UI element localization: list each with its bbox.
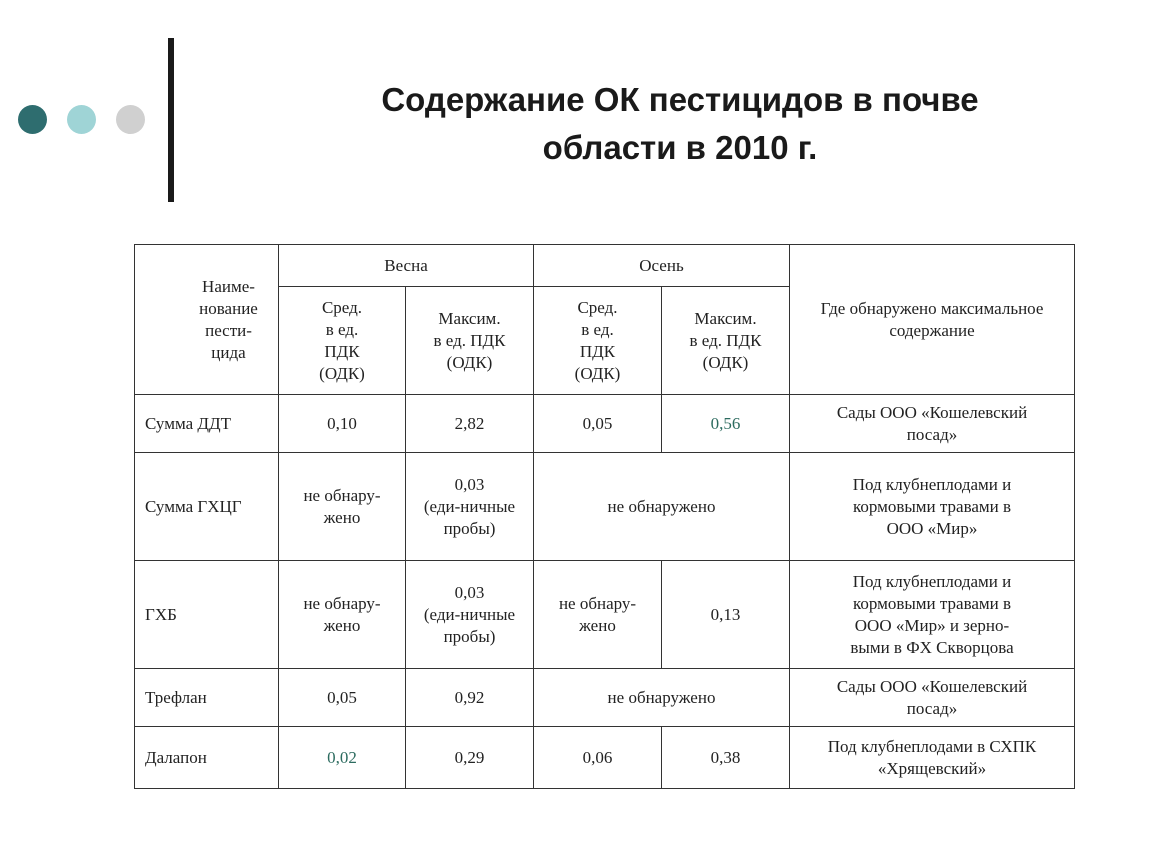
title-line-1: Содержание ОК пестицидов в почве	[381, 81, 979, 118]
header-autumn-avg-line: ПДК	[579, 341, 616, 361]
autumn-max-cell	[662, 727, 790, 789]
where-found-cell-line: выми в ФХ Скворцова	[850, 637, 1014, 657]
pesticide-name-cell: Далапон	[135, 727, 279, 789]
where-found-cell-line: ООО «Мир» и зерно-	[854, 615, 1010, 635]
header-spring-max-line: Максим.	[438, 308, 501, 328]
where-found-cell-line: посад»	[906, 698, 958, 718]
spring-avg-cell-line: не обнару-	[303, 485, 381, 505]
autumn-max-cell	[662, 561, 790, 669]
spring-max-cell-line: 0,92	[454, 687, 485, 707]
where-found-cell	[790, 453, 1075, 561]
spring-max-cell	[406, 669, 534, 727]
where-found-cell-line: Сады ООО «Кошелевский	[836, 676, 1028, 696]
spring-max-cell	[406, 727, 534, 789]
autumn-avg-cell-line: жено	[579, 615, 616, 635]
autumn-max-cell-line: 0,38	[710, 747, 741, 767]
autumn-max-cell-line: 0,56	[710, 413, 741, 433]
spring-max-cell-line: 0,03	[454, 582, 485, 602]
pesticide-name-cell: ГХБ	[135, 561, 279, 669]
slide-title	[200, 76, 1150, 172]
header-name-cell-line: нование	[199, 298, 258, 318]
where-found-cell-line: Под клубнеплодами и	[852, 571, 1012, 591]
gray-dot	[116, 105, 145, 134]
spring-max-cell	[406, 453, 534, 561]
autumn-merged-cell: не обнаружено	[534, 453, 790, 561]
spring-max-cell-line: (еди-ничные	[423, 496, 516, 516]
header-name-cell-line: пести-	[205, 320, 252, 340]
spring-avg-cell	[279, 453, 406, 561]
pesticide-name-cell: Сумма ГХЦГ	[135, 453, 279, 561]
spring-avg-cell	[279, 395, 406, 453]
table-row	[135, 395, 1075, 453]
spring-avg-cell-line: не обнару-	[303, 593, 381, 613]
header-where-line: Где обнаружено максимальное	[820, 298, 1044, 318]
header-autumn-avg	[534, 287, 662, 395]
where-found-cell	[790, 669, 1075, 727]
header-spring-max	[406, 287, 534, 395]
spring-avg-cell-line: жено	[323, 507, 361, 527]
header-spring-max-line: (ОДК)	[446, 352, 493, 372]
spring-max-cell-line: 0,29	[454, 747, 485, 767]
header-spring-avg-line: (ОДК)	[319, 363, 365, 383]
where-found-cell	[790, 395, 1075, 453]
table-row	[135, 669, 1075, 727]
header-autumn-max	[662, 287, 790, 395]
spring-avg-cell-line: 0,05	[327, 687, 357, 707]
light-teal-dot	[67, 105, 96, 134]
autumn-avg-cell	[534, 561, 662, 669]
pesticide-name-cell: Сумма ДДТ	[135, 395, 279, 453]
where-found-cell-line: кормовыми травами в	[852, 593, 1012, 613]
where-found-cell-line: посад»	[906, 424, 958, 444]
where-found-cell-line: Под клубнеплодами в СХПК	[827, 736, 1037, 756]
table-row	[135, 561, 1075, 669]
header-spring-avg-line: в ед.	[325, 319, 359, 339]
where-found-cell-line: Под клубнеплодами и	[852, 474, 1012, 494]
where-found-cell-line: ООО «Мир»	[886, 518, 978, 538]
autumn-max-cell	[662, 395, 790, 453]
header-where-line: содержание	[889, 320, 975, 340]
autumn-max-cell-line: 0,13	[710, 604, 741, 624]
table-row	[135, 727, 1075, 789]
where-found-cell-line: «Хрящевский»	[877, 758, 987, 778]
header-spring-avg	[279, 287, 406, 395]
header-spring-avg-line: Сред.	[321, 297, 363, 317]
table-row	[135, 453, 1075, 561]
autumn-avg-cell-line: 0,06	[582, 747, 613, 767]
pesticide-table	[134, 244, 1075, 789]
spring-avg-cell-line: 0,02	[327, 747, 357, 767]
header-autumn-max-line: (ОДК)	[702, 352, 749, 372]
header-row	[135, 245, 1075, 287]
header-autumn-max-line: в ед. ПДК	[689, 330, 762, 350]
where-found-cell-line: кормовыми травами в	[852, 496, 1012, 516]
spring-max-cell-line: 0,03	[454, 474, 485, 494]
spring-max-cell-line: 2,82	[454, 413, 485, 433]
spring-avg-cell-line: 0,10	[327, 413, 357, 433]
where-found-cell	[790, 561, 1075, 669]
autumn-avg-cell-line: не обнару-	[558, 593, 637, 613]
spring-max-cell	[406, 395, 534, 453]
spring-max-cell-line: (еди-ничные	[423, 604, 516, 624]
where-found-cell	[790, 727, 1075, 789]
spring-avg-cell	[279, 669, 406, 727]
pesticide-name-cell: Трефлан	[135, 669, 279, 727]
spring-max-cell-line: пробы)	[443, 518, 496, 538]
spring-max-cell	[406, 561, 534, 669]
header-autumn-avg-line: в ед.	[581, 319, 614, 339]
autumn-avg-cell	[534, 727, 662, 789]
header-autumn-avg-line: (ОДК)	[574, 363, 621, 383]
header-autumn-max-line: Максим.	[694, 308, 757, 328]
autumn-merged-cell: не обнаружено	[534, 669, 790, 727]
spring-avg-cell	[279, 727, 406, 789]
header-where	[790, 245, 1075, 395]
autumn-avg-cell	[534, 395, 662, 453]
spring-avg-cell-line: жено	[323, 615, 361, 635]
header-autumn-avg-line: Сред.	[577, 297, 618, 317]
header-name-cell-line: цида	[211, 342, 246, 362]
header-name-cell	[135, 245, 279, 395]
header-spring-avg-line: ПДК	[324, 341, 360, 361]
header-autumn: Осень	[534, 245, 790, 287]
spring-max-cell-line: пробы)	[443, 626, 496, 646]
header-name-cell-line: Наиме-	[202, 276, 255, 296]
dark-teal-dot	[18, 105, 47, 134]
header-spring: Весна	[279, 245, 534, 287]
autumn-avg-cell-line: 0,05	[582, 413, 613, 433]
where-found-cell-line: Сады ООО «Кошелевский	[836, 402, 1028, 422]
title-line-2: области в 2010 г.	[542, 129, 818, 166]
vertical-divider	[168, 38, 174, 202]
header-spring-max-line: в ед. ПДК	[433, 330, 506, 350]
spring-avg-cell	[279, 561, 406, 669]
